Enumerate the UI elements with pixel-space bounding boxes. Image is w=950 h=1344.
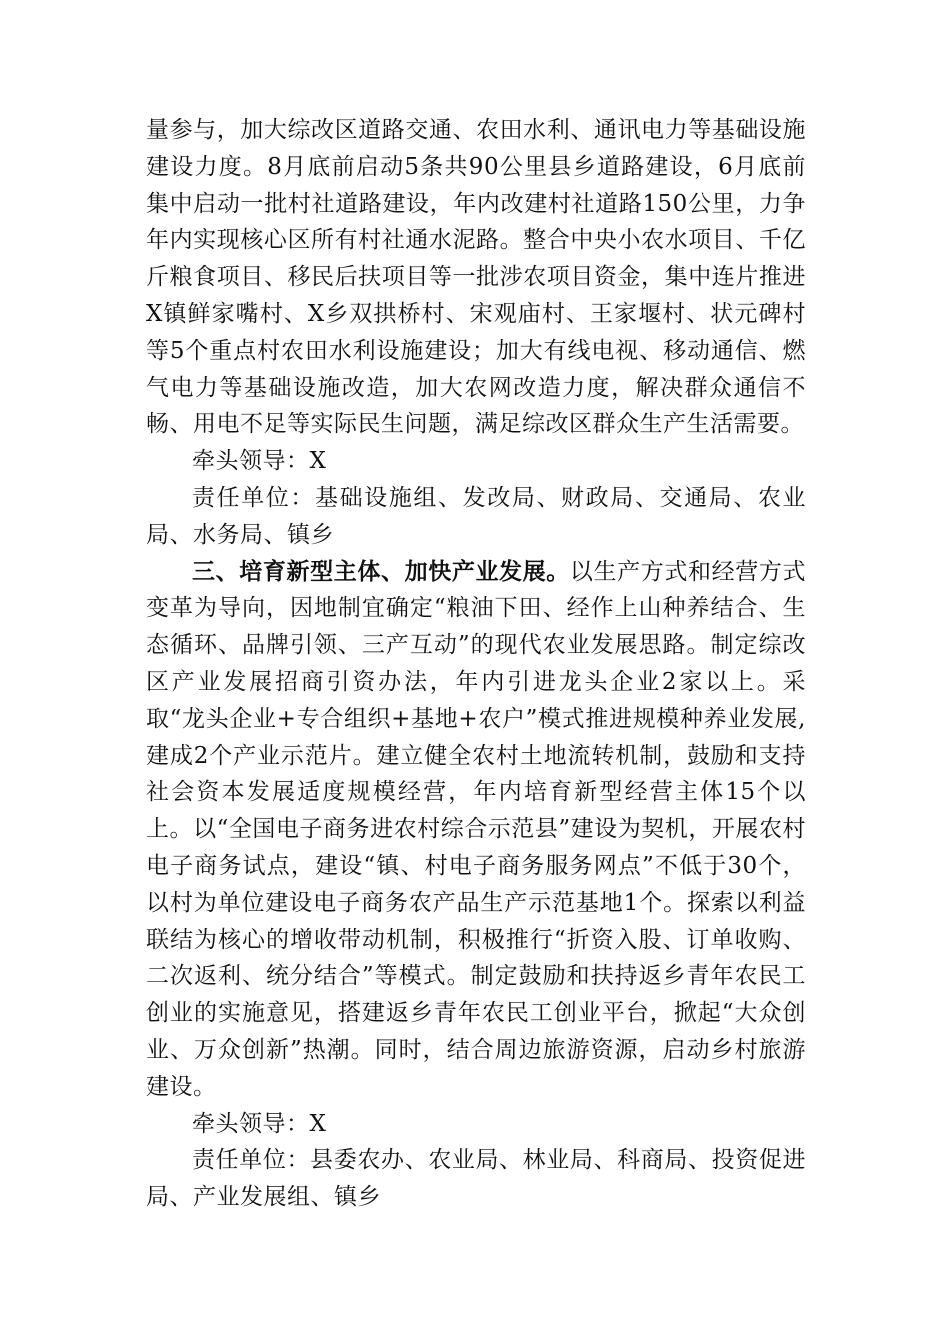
section-three-heading: 三、培育新型主体、加快产业发展。	[192, 557, 570, 585]
document-page	[146, 112, 806, 1216]
lead-leader-line-2: 牵头领导：X	[192, 1110, 327, 1137]
section-three-body: 以生产方式和经营方式变革为导向，因地制宜确定“粮油下田、经作上山种养结合、生态循环、品牌引领、三产互动”的现代农业发展思路。制定综改区产业发展招商引资办法，年内引进龙头企业2家以上。采取“龙头企业+专合组织+基地+农户”模式推进规模种养业发展,建成2个产业示范片。建立健全农村土地流转机制，鼓励和支持社会资本发展适度规模经营，年内培育新型经营主体15个以上。以“全国电子商务进农村综合示范县”建设为契机，开展农村电子商务试点，建设“镇、村电子商务服务网点”不低于30个，以村为单位建设电子商务农产品生产示范基地1个。探索以利益联结为核心的增收带动机制，积极推行“折资入股、订单收购、二次返利、统分结合”等模式。制定鼓励和扶持返乡青年农民工创业的实施意见，搭建返乡青年农民工创业平台，掀起“大众创业、万众创新”热潮。同时，结合周边旅游资源，启动乡村旅游建设。	[146, 558, 807, 1100]
responsible-units-line: 责任单位：基础设施组、发改局、财政局、交通局、农业局、水务局、镇乡	[146, 484, 806, 548]
responsible-units-line-2: 责任单位：县委农办、农业局、林业局、科商局、投资促进局、产业发展组、镇乡	[146, 1147, 806, 1211]
paragraph-infrastructure-continued: 量参与，加大综改区道路交通、农田水利、通讯电力等基础设施建设力度。8月底前启动5条共90公里县乡道路建设，6月底前集中启动一批村社道路建设，年内改建村社道路150公里，力争年内实现核心区所有村社通水泥路。整合中央小农水项目、千亿斤粮食项目、移民后扶项目等一批涉农项目资金，集中连片推进X镇鲜家嘴村、X乡双拱桥村、宋观庙村、王家堰村、状元碑村等5个重点村农田水利设施建设；加大有线电视、移动通信、燃气电力等基础设施改造，加大农网改造力度，解决群众通信不畅、用电不足等实际民生问题，满足综改区群众生产生活需要。	[146, 117, 806, 438]
section-three-paragraph	[146, 554, 806, 1106]
lead-leader-line: 牵头领导：X	[192, 448, 327, 475]
